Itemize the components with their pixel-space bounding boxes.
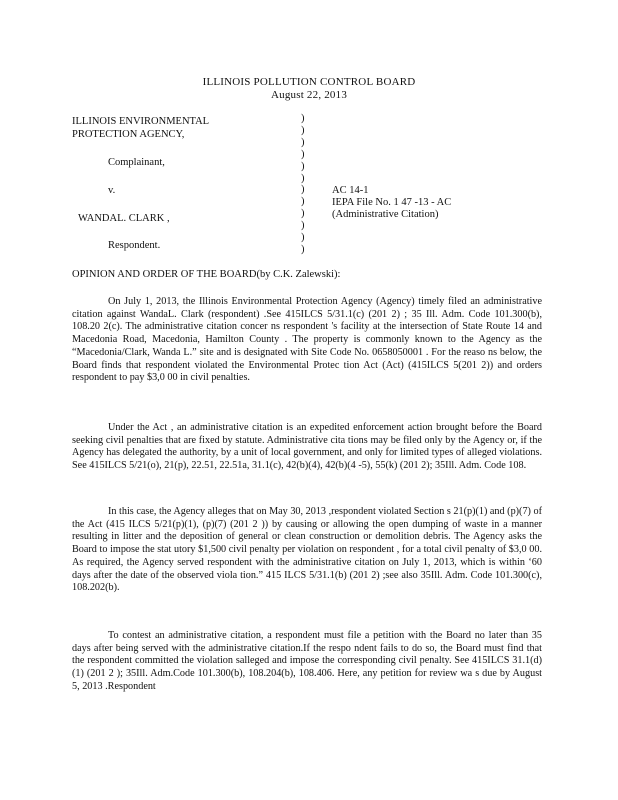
caption-bracket-column [301,113,305,256]
complainant-label: Complainant, [108,157,165,168]
respondent-label: Respondent. [108,240,161,251]
complainant-name-line2: PROTECTION AGENCY, [72,129,185,140]
opinion-paragraph: Under the Act , an administrative citation is an expedited enforcement action brought before the Board seeking civil penalties that are fixed by statute. Administrative cita tions may be filed only by the Agency or, if the Agency has delegated the authority, by a unit of local government, and only for limited types of alleged violations. See 415ILCS 5/21(o), 21(p), 22.51, 22.51a, 31.1(c), 42(b)(4), 42(b)(4 -5), 55(k) (201 2); 35Ill. Adm. Code 108. [72,422,542,472]
caption-bracket: ) [301,220,305,232]
opinion-paragraph: In this case, the Agency alleges that on May 30, 2013 ,respondent violated Section s 21(p)(1) and (p)(7) of the Act (415 ILCS 5/21(p)(1), (p)(7) (201 2 )) by causing or allowing the open dumping of waste in a manner resulting in litter and the deposition of general or clean construction or demolition debris. The Agency asks the Board to impose the stat utory $1,500 civil penalty per violation on respondent , for a total civil penalty of $3,0 00. As required, the Agency served respondent with the administrative citation on July 1, 2013, which is within ‘60 days after the date of the observed viola tion.” 415 ILCS 5/31.1(b) (201 2) ;see also 35Ill. Adm. Code 101.300(c), 108.202(b). [72,506,542,594]
case-type: (Administrative Citation) [332,209,439,220]
caption-bracket: ) [301,160,305,172]
caption-bracket: ) [301,148,305,160]
caption-bracket: ) [301,196,305,208]
caption-bracket: ) [301,172,305,184]
complainant-name-line1: ILLINOIS ENVIRONMENTAL [72,116,210,127]
versus-label: v. [108,185,116,196]
caption-bracket: ) [301,113,305,124]
opinion-paragraph: On July 1, 2013, the Illinois Environmental Protection Agency (Agency) timely filed an administrative citation against WandaL. Clark (respondent) .See 415ILCS 5/31.1(c) (201 2) ; 35 Ill. Adm. Code 101.300(b), 108.20 2(c). The administrative citation concer ns respondent 's facility at the intersection of State Route 14 and Macedonia Road, Macedonia, Hamilton County . The property is commonly known to the Agency as the “Macedonia/Clark, Wanda L.” site and is designated with Site Code No. 0658050001 . For the reaso ns below, the Board finds that respondent violated the Environmental Protec tion Act (Act) (415ILCS 5(201 2)) and orders respondent to pay $3,0 00 in civil penalties. [72,296,542,384]
caption-bracket: ) [301,232,305,244]
iepa-file-number: IEPA File No. 1 47 -13 - AC [332,197,452,208]
opinion-title: OPINION AND ORDER OF THE BOARD(by C.K. Zalewski): [72,269,341,280]
opinion-paragraph: To contest an administrative citation, a respondent must file a petition with the Board no later than 35 days after being served with the administrative citation.If the respo ndent fails to do so, the Board must find that the respondent committed the violation salleged and impose the corresponding civil penalty. See 415ILCS 31.1(d)(1) (201 2 ); 35Ill. Adm.Code 101.300(b), 108.204(b), 108.406. Here, any petition for review wa s due by August 5, 2013 .Respondent [72,630,542,692]
respondent-name: WANDAL. CLARK , [78,213,170,224]
caption-bracket: ) [301,184,305,196]
order-date: August 22, 2013 [270,89,348,101]
caption-bracket: ) [301,136,305,148]
case-number: AC 14-1 [332,185,369,196]
caption-bracket: ) [301,124,305,136]
caption-bracket: ) [301,243,305,255]
caption-bracket: ) [301,208,305,220]
board-name-heading: ILLINOIS POLLUTION CONTROL BOARD [202,76,416,88]
